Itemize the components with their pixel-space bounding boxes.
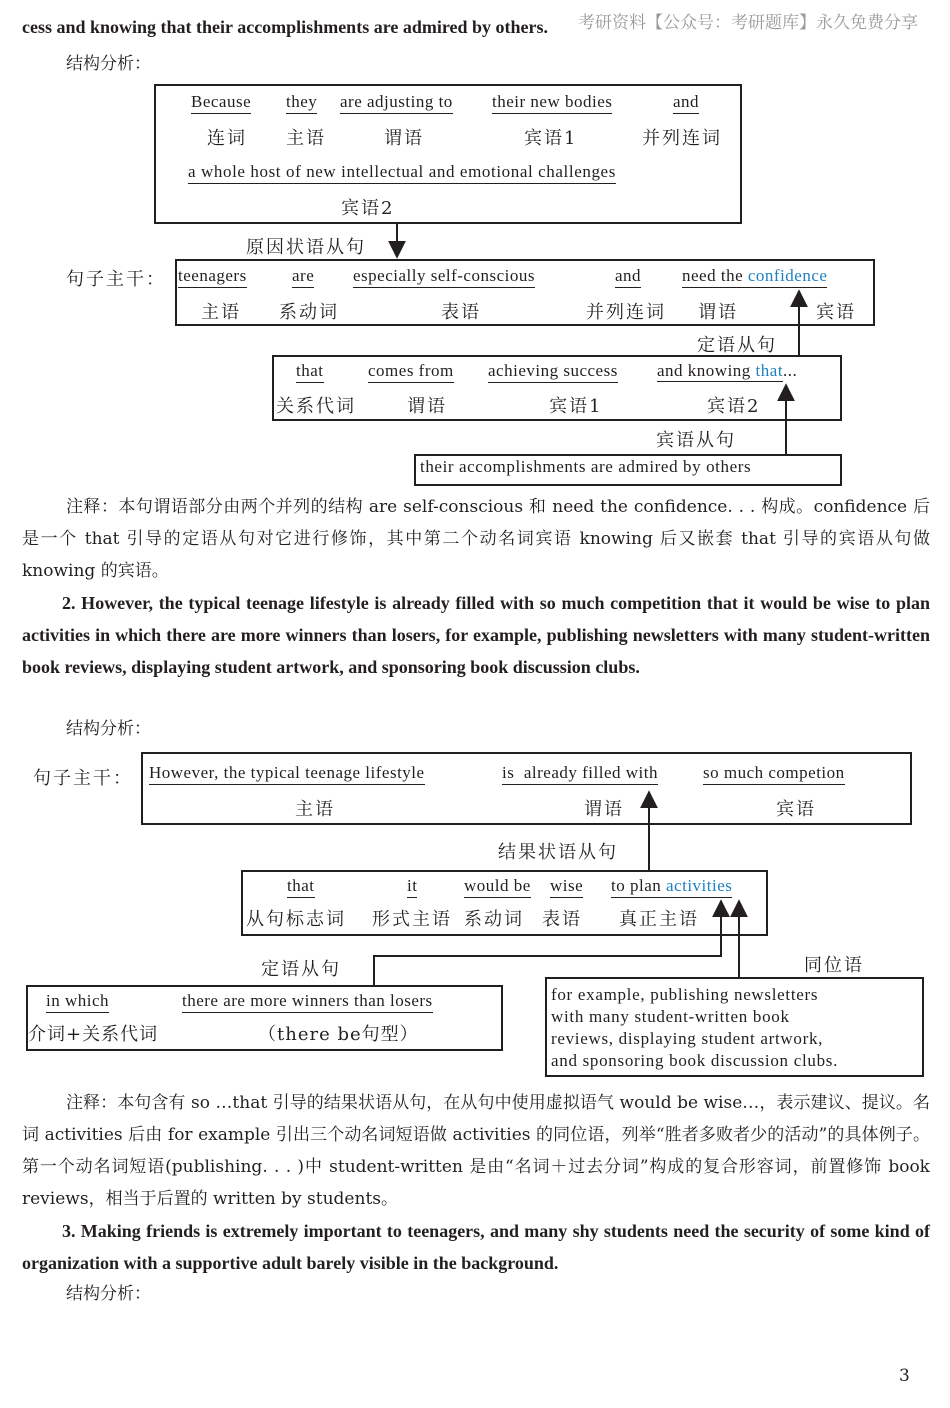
note-1: 注释：本句谓语部分由两个并列的结构 are self-conscious 和 need the confidence. . . 构成。confidence 后是一个 that 引导的定语从句对它进行修饰，其中第二个动名词宾语 knowing 后又嵌套 that 引导的宾语从句做 knowing 的宾语。 (22, 497, 930, 581)
word-their-new-bodies: their new bodies (492, 92, 612, 114)
role-coordinating-conjunction-2: 并列连词 (586, 302, 666, 323)
cause-clause-label: 原因状语从句 (246, 237, 366, 258)
role-object-3: 宾语 (816, 302, 856, 323)
word-are: are (292, 266, 314, 288)
role-subject-4: 主语 (295, 799, 335, 820)
role-subject: 主语 (286, 128, 326, 149)
role-predicate-2: 谓语 (698, 302, 738, 323)
word-teenagers: teenagers (178, 266, 247, 288)
appositive-label: 同位语 (804, 955, 864, 976)
role-object-4: 宾语1 (549, 396, 603, 417)
word-however-lifestyle: However, the typical teenage lifestyle (149, 763, 425, 785)
word-because: Because (191, 92, 251, 114)
word-and-knowing: and knowing (657, 361, 756, 380)
word-whole-host: a whole host of new intellectual and emotional challenges (188, 162, 616, 184)
role-there-be: （there be句型） (258, 1024, 419, 1045)
word-in-which: in which (46, 991, 109, 1013)
role-linking-verb: 系动词 (279, 302, 339, 323)
role-predicate-4: 谓语 (584, 799, 624, 820)
word-wise: wise (550, 876, 583, 898)
role-object-6: 宾语 (776, 799, 816, 820)
role-object-5: 宾语2 (707, 396, 761, 417)
continued-sentence: cess and knowing that their accomplishments are admired by others. (22, 17, 549, 37)
arrow-attr-to-activities (374, 901, 721, 985)
word-ellipsis: ... (783, 361, 798, 380)
word-especially-self-conscious: especially self-conscious (353, 266, 535, 288)
word-there-are-more-winners: there are more winners than losers (182, 991, 433, 1013)
role-relative-pronoun: 关系代词 (276, 396, 356, 417)
role-predicative-2: 表语 (542, 909, 582, 930)
object-clause-label: 宾语从句 (656, 430, 736, 451)
word-they: they (286, 92, 317, 114)
word-need-the: need the (682, 266, 748, 285)
main-clause-label-2: 句子主干： (33, 768, 133, 789)
note-2: 注释：本句含有 so …that 引导的结果状语从句，在从句中使用虚拟语气 would be wise…，表示建议、提议。名词 activities 后由 for example 引出三个动名词短语做 activities 的同位语，列举“胜者多败者少的活动”的具体例子。第一个动名词短语(publishing. . . )中 student-written 是由“名词＋过去分词”构成的复合形容词，前置修饰 book reviews，相当于后置的 written by students。 (22, 1093, 930, 1209)
word-that-highlight: that (755, 361, 784, 380)
word-comes-from: comes from (368, 361, 454, 383)
appositive-line-2: with many student-written book (551, 1007, 790, 1026)
watermark: 考研资料【公众号：考研题库】永久免费分享 (578, 13, 918, 33)
appositive-line-4: and sponsoring book discussion clubs. (551, 1051, 839, 1070)
analysis-label-3: 结构分析： (66, 1284, 151, 1304)
page-number: 3 (899, 1366, 910, 1386)
role-predicate-3: 谓语 (407, 396, 447, 417)
word-would-be: would be (464, 876, 531, 898)
appositive-line-3: reviews, displaying student artwork, (551, 1029, 824, 1048)
word-that: that (296, 361, 324, 383)
role-object-2: 宾语2 (341, 198, 395, 219)
role-formal-subject: 形式主语 (372, 909, 452, 930)
word-activities: activities (666, 876, 733, 895)
word-achieving-success: achieving success (488, 361, 618, 383)
role-predicative: 表语 (441, 302, 481, 323)
word-it: it (407, 876, 417, 898)
object-clause-text: their accomplishments are admired by others (420, 457, 752, 476)
role-coordinating-conjunction: 并列连词 (642, 128, 722, 149)
role-conjunction: 连词 (207, 128, 247, 149)
role-prep-relative-pronoun: 介词+关系代词 (28, 1024, 159, 1045)
role-subject-2: 主语 (201, 302, 241, 323)
result-clause-label: 结果状语从句 (498, 842, 618, 863)
role-predicate: 谓语 (384, 128, 424, 149)
word-is-already-filled-with: is already filled with (502, 763, 658, 785)
attributive-clause-label-1: 定语从句 (697, 335, 777, 356)
word-so-much-competion: so much competion (703, 763, 845, 785)
word-and: and (673, 92, 699, 114)
role-linking-verb-2: 系动词 (464, 909, 524, 930)
sentence-3: 3. Making friends is extremely important to teenagers, and many shy students need the security of some kind of organization with a supportive adult barely visible in the background. (22, 1221, 930, 1273)
word-and-2: and (615, 266, 641, 288)
analysis-label-2: 结构分析： (66, 719, 151, 739)
word-confidence: confidence (747, 266, 828, 285)
appositive-line-1: for example, publishing newsletters (551, 985, 819, 1004)
role-object-1: 宾语1 (524, 128, 578, 149)
analysis-label-1: 结构分析： (66, 54, 151, 74)
attributive-clause-label-2: 定语从句 (261, 959, 341, 980)
main-clause-label-1: 句子主干： (66, 269, 166, 290)
word-to-plan: to plan (611, 876, 666, 895)
role-clause-marker: 从句标志词 (246, 909, 346, 930)
word-are-adjusting-to: are adjusting to (340, 92, 453, 114)
sentence-2: 2. However, the typical teenage lifestyle is already filled with so much competition that it would be wise to plan activities in which there are more winners than losers, for example, publishing newsletters with many student-written book reviews, displaying student artwork, and sponsoring book discussion clubs. (22, 593, 930, 677)
word-that-2: that (287, 876, 315, 898)
role-real-subject: 真正主语 (619, 909, 699, 930)
